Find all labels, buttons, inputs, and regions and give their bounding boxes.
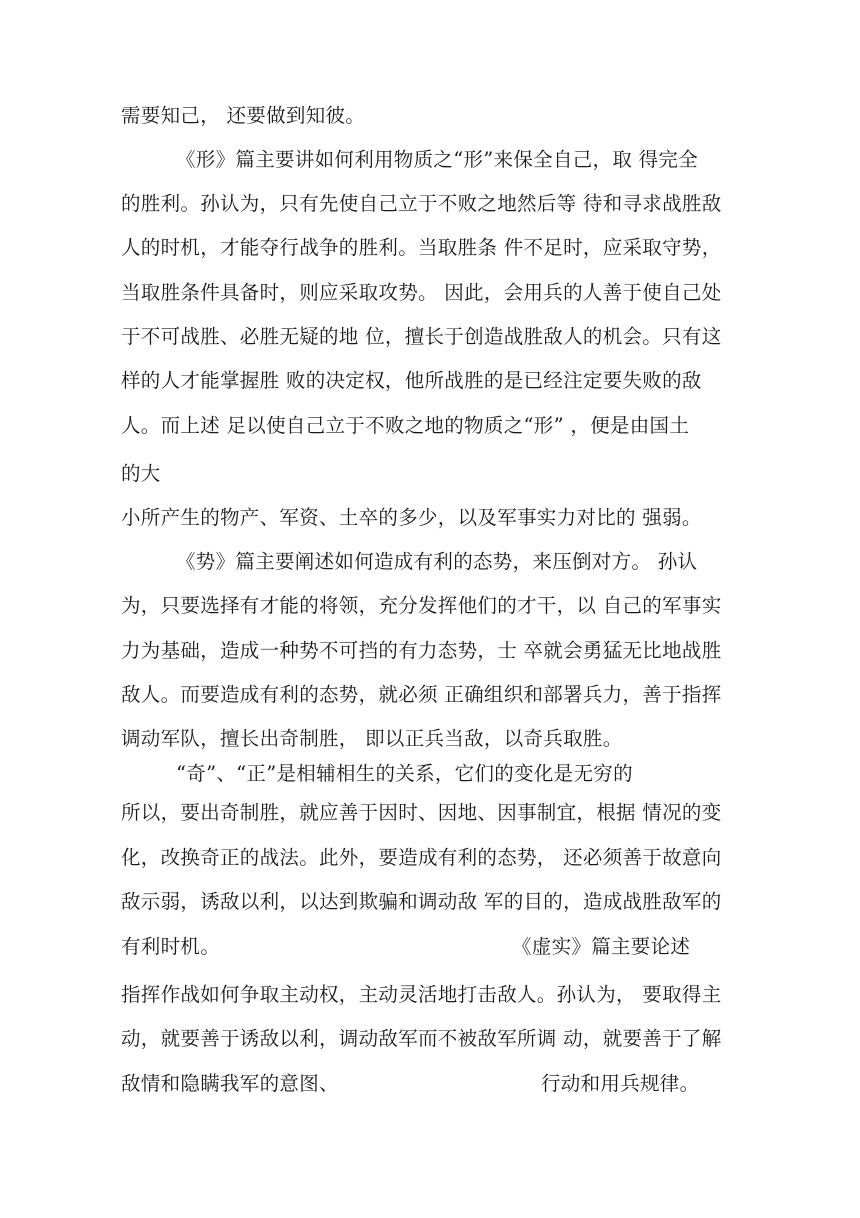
text-line: 小所产生的物产、军资、土卒的多少，以及军事实力对比的 强弱。 xyxy=(121,506,702,529)
text-line: 力为基础，造成一种势不可挡的有力态势，士 卒就会勇猛无比地战胜 xyxy=(121,639,722,662)
text-line: 样的人才能掌握胜 败的决定权，他所战胜的是已经注定要失败的敌 xyxy=(121,369,702,392)
text-line: 《势》篇主要阐述如何造成有利的态势，来压倒对方。 孙认 xyxy=(176,550,698,573)
text-line: 《虚实》篇主要论述 xyxy=(512,935,691,958)
text-line: 需要知己， 还要做到知彼。 xyxy=(121,104,366,127)
text-line: 敌情和隐瞒我军的意图、 xyxy=(121,1072,339,1095)
text-line: “奇”、“正”是相辅相生的关系，它们的变化是无穷的 xyxy=(176,762,633,785)
text-line: 于不可战胜、必胜无疑的地 位，擅长于创造战胜敌人的机会。只有这 xyxy=(121,325,722,348)
text-line: 敌人。而要造成有利的态势，就必须 正确组织和部署兵力，善于指挥 xyxy=(121,683,722,706)
text-line: 当取胜条件具备时，则应采取攻势。 因此，会用兵的人善于使自己处 xyxy=(121,281,722,304)
text-line: 所以，要出奇制胜，就应善于因时、因地、因事制宜，根据 情况的变 xyxy=(121,801,722,824)
text-line: 化，改换奇正的战法。此外，要造成有利的态势， 还必须善于故意向 xyxy=(121,846,722,869)
text-line: 动，就要善于诱敌以利，调动敌军而不被敌军所调 动，就要善于了解 xyxy=(121,1027,722,1050)
text-line: 的大 xyxy=(121,462,161,485)
text-line: 人的时机，才能夺行战争的胜利。当取胜条 件不足时，应采取守势， xyxy=(121,236,722,259)
text-line: 敌示弱，诱敌以利，以达到欺骗和调动敌 军的目的，造成战胜敌军的 xyxy=(121,890,722,913)
text-line: 有利时机。 xyxy=(121,935,221,958)
text-line: 为，只要选择有才能的将领，充分发挥他们的才干，以 自己的军事实 xyxy=(121,594,722,617)
text-line: 指挥作战如何争取主动权，主动灵活地打击敌人。孙认为， 要取得主 xyxy=(121,983,722,1006)
text-line: 行动和用兵规律。 xyxy=(541,1072,700,1095)
text-line: 调动军队，擅长出奇制胜， 即以正兵当敌，以奇兵取胜。 xyxy=(121,727,623,750)
text-line: 的胜利。孙认为，只有先使自己立于不败之地然后等 待和寻求战胜敌 xyxy=(121,192,722,215)
text-line: 《形》篇主要讲如何利用物质之“形”来保全自己，取 得完全 xyxy=(176,148,699,171)
text-line: 人。而上述 足以使自己立于不败之地的物质之“形” ，便是由国土 xyxy=(121,414,690,437)
